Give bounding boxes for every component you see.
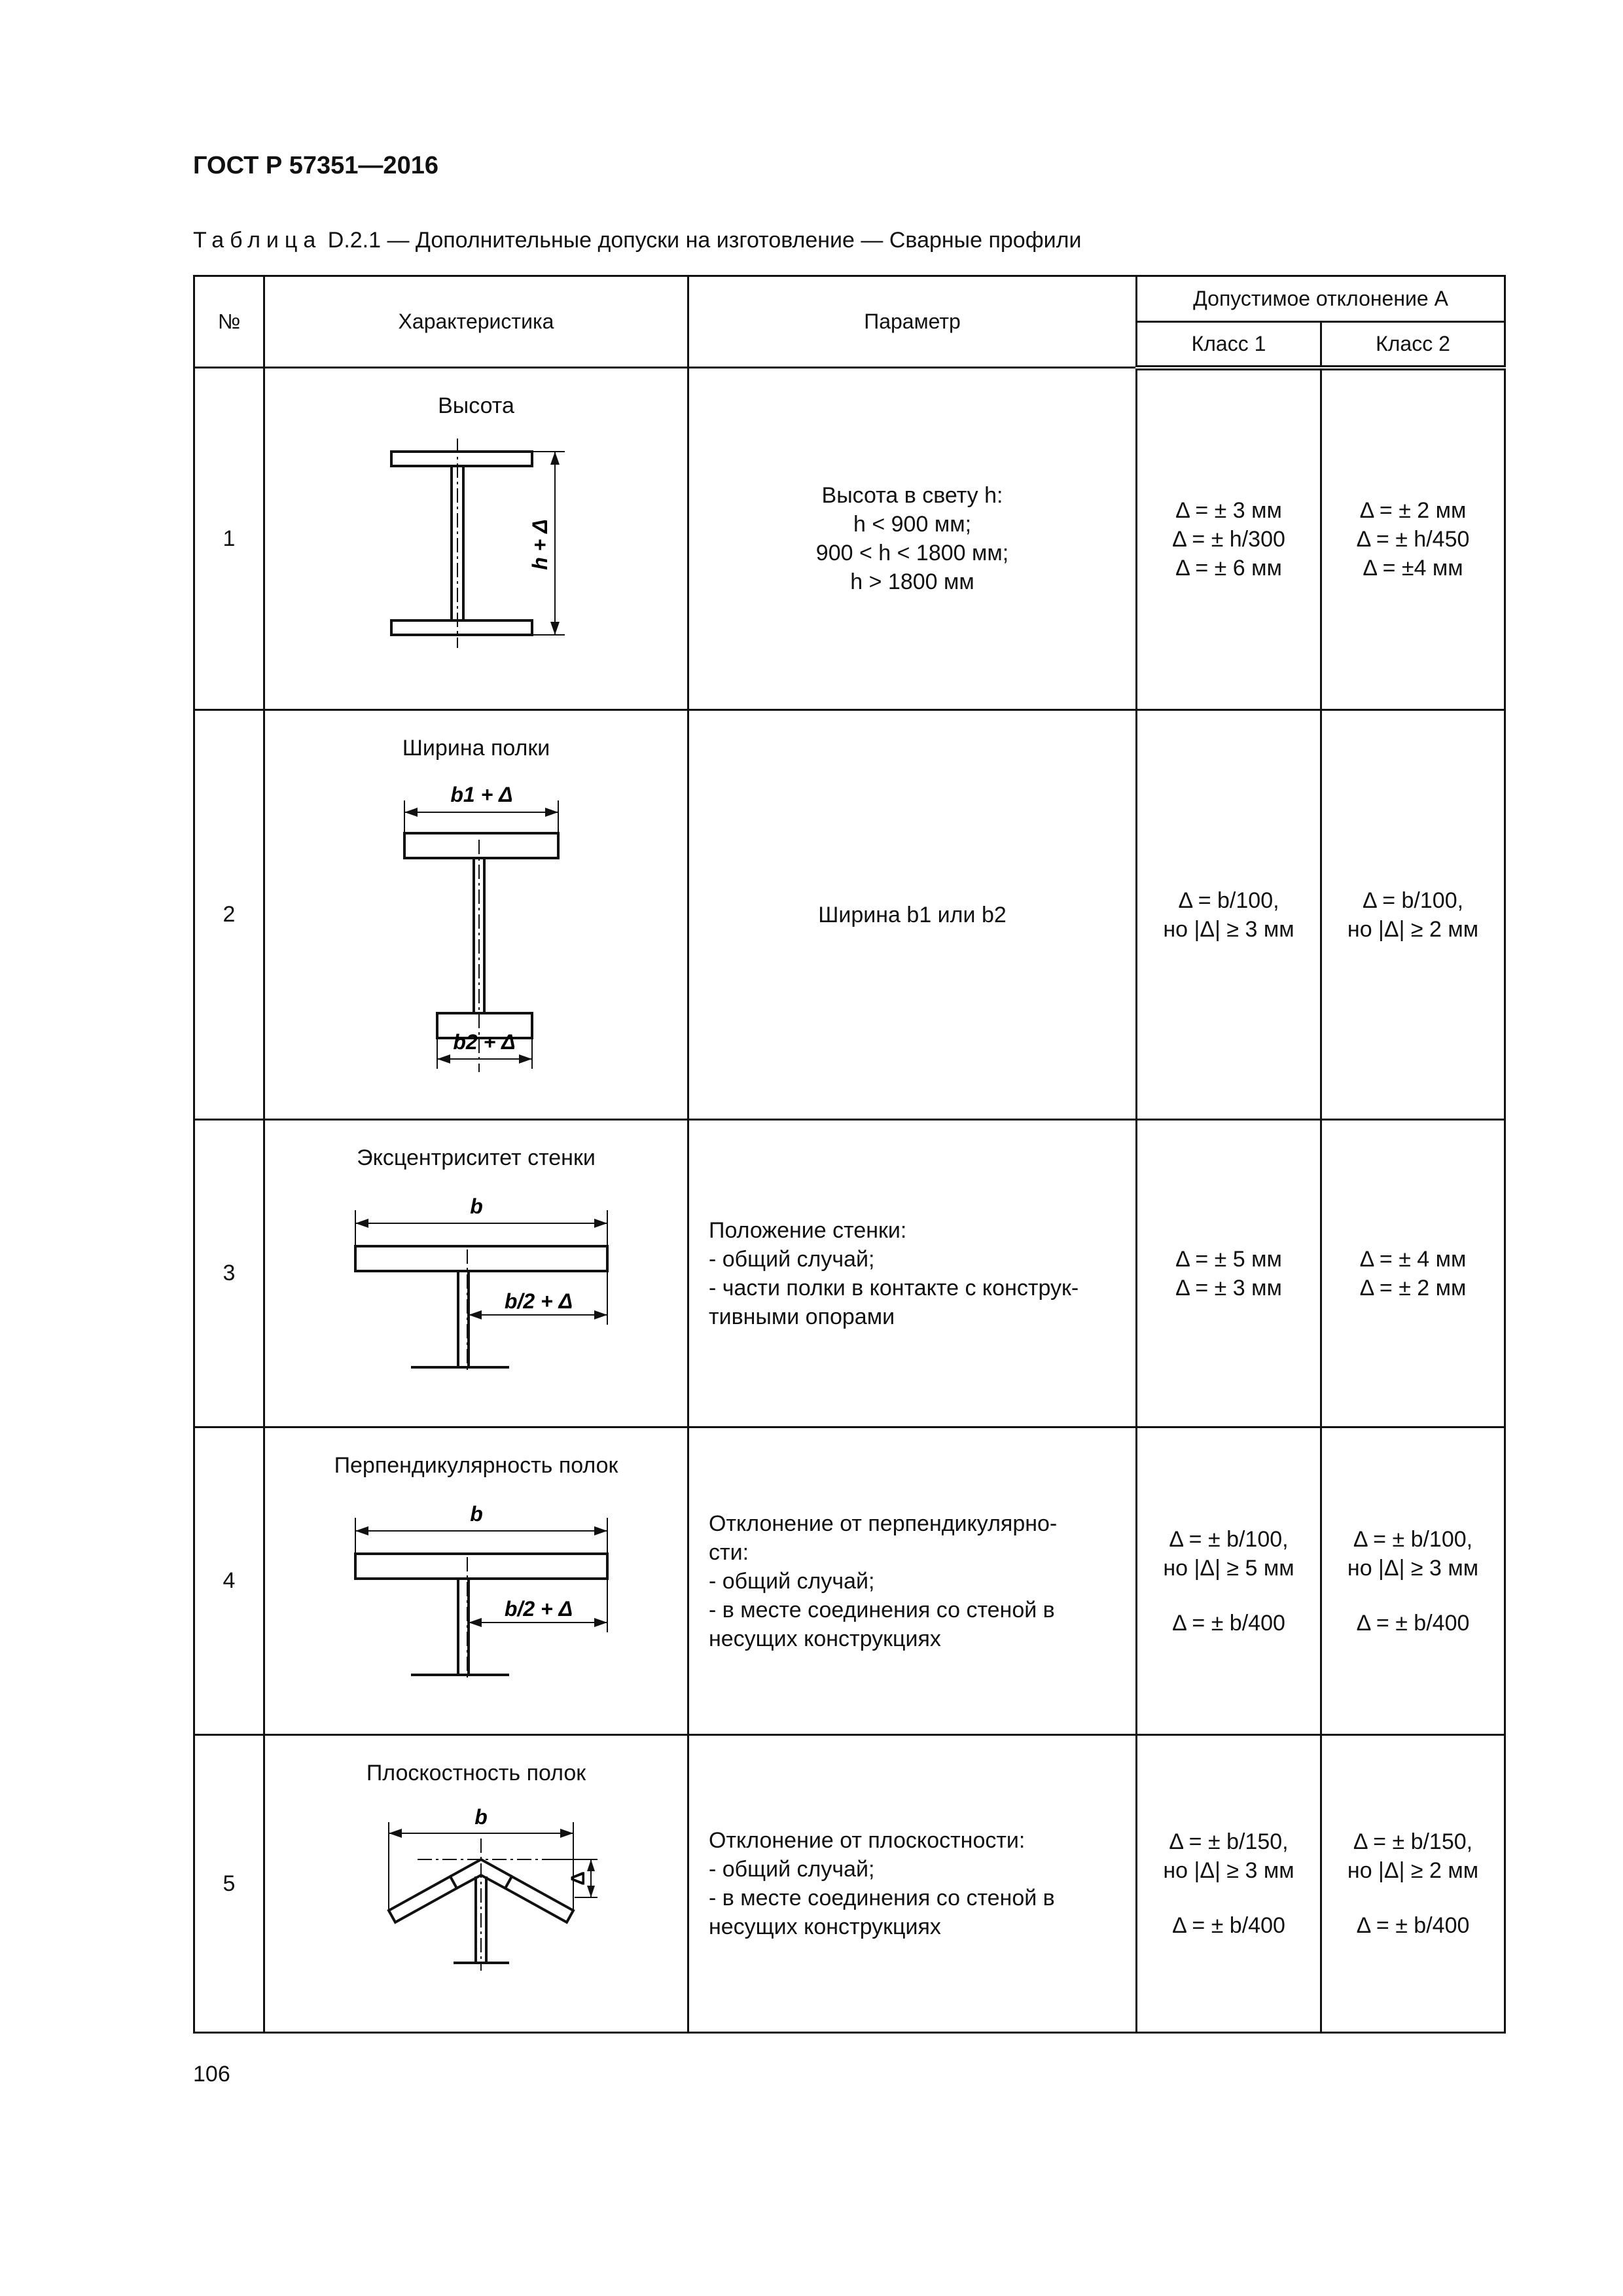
deviation-line: Δ = ± h/300	[1172, 527, 1285, 552]
header-num: №	[194, 276, 264, 368]
characteristic-cell	[264, 368, 688, 710]
figure-label: h + Δ	[527, 519, 552, 570]
deviation-line: но |Δ| ≥ 2 мм	[1347, 1858, 1479, 1883]
figure-label: b	[474, 1805, 488, 1829]
parameter-line: несущих конструкциях	[709, 1914, 941, 1939]
table-caption	[193, 228, 1082, 253]
table-row	[194, 368, 1505, 710]
class1-cell	[1137, 368, 1321, 710]
class2-cell	[1321, 1120, 1505, 1427]
deviation-line: Δ = ± 3 мм	[1175, 498, 1282, 524]
deviation-line: Δ = ± 2 мм	[1359, 498, 1467, 524]
parameter-line: - части полки в контакте с конструк-	[709, 1275, 1079, 1300]
parameter-cell	[688, 1120, 1137, 1427]
web-eccentricity-figure	[326, 1184, 627, 1393]
figure-label: b1 + Δ	[450, 783, 513, 806]
page-number: 106	[193, 2062, 230, 2087]
parameter-line: - общий случай;	[709, 1568, 875, 1594]
deviation-line: Δ = b/100,	[1178, 888, 1279, 913]
parameter-line: несущих конструкциях	[709, 1626, 941, 1651]
deviation-line: Δ = ± b/150,	[1169, 1829, 1289, 1854]
parameter-line: тивными опорами	[709, 1304, 895, 1329]
characteristic-title: Перпендикулярность полок	[334, 1453, 618, 1478]
class2-cell	[1321, 368, 1505, 710]
parameter-cell	[688, 710, 1137, 1120]
document-code: ГОСТ Р 57351—2016	[193, 152, 438, 179]
deviation-line: Δ = ± b/150,	[1353, 1829, 1473, 1854]
table-row	[194, 1427, 1505, 1735]
parameter-cell	[688, 1735, 1137, 2033]
header-class1: Класс 1	[1137, 322, 1321, 368]
parameter-line: Положение стенки:	[709, 1217, 907, 1243]
figure-label: b/2 + Δ	[504, 1597, 573, 1621]
deviation-line: Δ = ± h/450	[1356, 527, 1470, 552]
figure-label: Δ	[567, 1871, 589, 1886]
row-num: 2	[194, 710, 264, 1120]
parameter-line: - в месте соединения со стеной в	[709, 1597, 1055, 1623]
deviation-line: Δ = ± b/400	[1356, 1913, 1470, 1938]
header-class2: Класс 2	[1321, 322, 1505, 368]
deviation-line: но |Δ| ≥ 3 мм	[1347, 1555, 1479, 1581]
row-num: 5	[194, 1735, 264, 2033]
parameter-line: - общий случай;	[709, 1246, 875, 1272]
parameter-line: h < 900 мм;	[853, 512, 972, 537]
class2-cell	[1321, 710, 1505, 1120]
figure-label: b2 + Δ	[452, 1030, 516, 1054]
characteristic-title: Плоскостность полок	[366, 1761, 586, 1785]
caption-word: Таблица	[193, 228, 322, 253]
parameter-cell	[688, 1427, 1137, 1735]
deviation-line: Δ = ± b/400	[1172, 1913, 1285, 1938]
characteristic-cell	[264, 1120, 688, 1427]
row-num: 4	[194, 1427, 264, 1735]
table-row	[194, 1735, 1505, 2033]
parameter-cell	[688, 368, 1137, 710]
header-parameter: Параметр	[688, 276, 1137, 368]
row-num: 1	[194, 368, 264, 710]
caption-text: — Дополнительные допуски на изготовление — Сварные профили	[387, 228, 1082, 253]
characteristic-cell	[264, 710, 688, 1120]
tolerance-table	[193, 275, 1506, 2034]
characteristic-title: Высота	[438, 393, 514, 418]
class1-cell	[1137, 710, 1321, 1120]
deviation-line: Δ = ± 4 мм	[1359, 1246, 1467, 1272]
deviation-line: Δ = ± b/400	[1356, 1610, 1470, 1636]
parameter-line: - в месте соединения со стеной в	[709, 1886, 1055, 1910]
parameter-line: сти:	[709, 1539, 749, 1565]
deviation-line: Δ = ±4 мм	[1363, 556, 1463, 581]
deviation-line: Δ = ± b/100,	[1169, 1526, 1289, 1552]
class1-cell	[1137, 1120, 1321, 1427]
row-num: 3	[194, 1120, 264, 1427]
class1-cell	[1137, 1735, 1321, 2033]
figure-label: b/2 + Δ	[504, 1289, 573, 1313]
flange-flatness-figure	[339, 1799, 614, 1989]
deviation-line: Δ = ± b/400	[1172, 1610, 1285, 1636]
class2-cell	[1321, 1735, 1505, 2033]
deviation-line: Δ = ± 5 мм	[1175, 1246, 1282, 1272]
deviation-line: Δ = ± 2 мм	[1359, 1275, 1467, 1300]
parameter-line: h > 1800 мм	[850, 569, 974, 594]
height-figure	[339, 432, 614, 655]
parameter-line: Отклонение от перпендикулярно-	[709, 1511, 1058, 1536]
header-characteristic: Характеристика	[264, 276, 688, 368]
class2-cell	[1321, 1427, 1505, 1735]
parameter-line: 900 < h < 1800 мм;	[815, 541, 1009, 565]
table-row	[194, 1120, 1505, 1427]
deviation-line: Δ = ± b/100,	[1353, 1526, 1473, 1552]
characteristic-cell	[264, 1735, 688, 2033]
caption-id: D.2.1	[327, 228, 382, 253]
parameter-line: Ширина b1 или b2	[818, 902, 1007, 927]
characteristic-cell	[264, 1427, 688, 1735]
deviation-line: но |Δ| ≥ 2 мм	[1347, 916, 1479, 942]
figure-label: b	[469, 1194, 483, 1218]
parameter-line: Отклонение от плоскостности:	[709, 1828, 1026, 1853]
deviation-line: Δ = ± 3 мм	[1175, 1275, 1282, 1300]
deviation-line: Δ = ± 6 мм	[1175, 556, 1282, 581]
characteristic-title: Ширина полки	[402, 736, 550, 761]
deviation-line: но |Δ| ≥ 3 мм	[1163, 1858, 1294, 1883]
class1-cell	[1137, 1427, 1321, 1735]
parameter-line: - общий случай;	[709, 1857, 875, 1882]
deviation-line: но |Δ| ≥ 5 мм	[1163, 1555, 1294, 1581]
deviation-line: Δ = b/100,	[1362, 888, 1464, 913]
characteristic-title: Эксцентриситет стенки	[357, 1145, 596, 1170]
flange-width-figure	[339, 774, 614, 1075]
parameter-line: Высота в свету h:	[821, 483, 1003, 508]
header-deviation: Допустимое отклонение A	[1137, 276, 1505, 322]
table-row	[194, 710, 1505, 1120]
deviation-line: но |Δ| ≥ 3 мм	[1163, 916, 1294, 942]
flange-perpendicularity-figure	[326, 1492, 627, 1701]
figure-label: b	[469, 1502, 483, 1526]
